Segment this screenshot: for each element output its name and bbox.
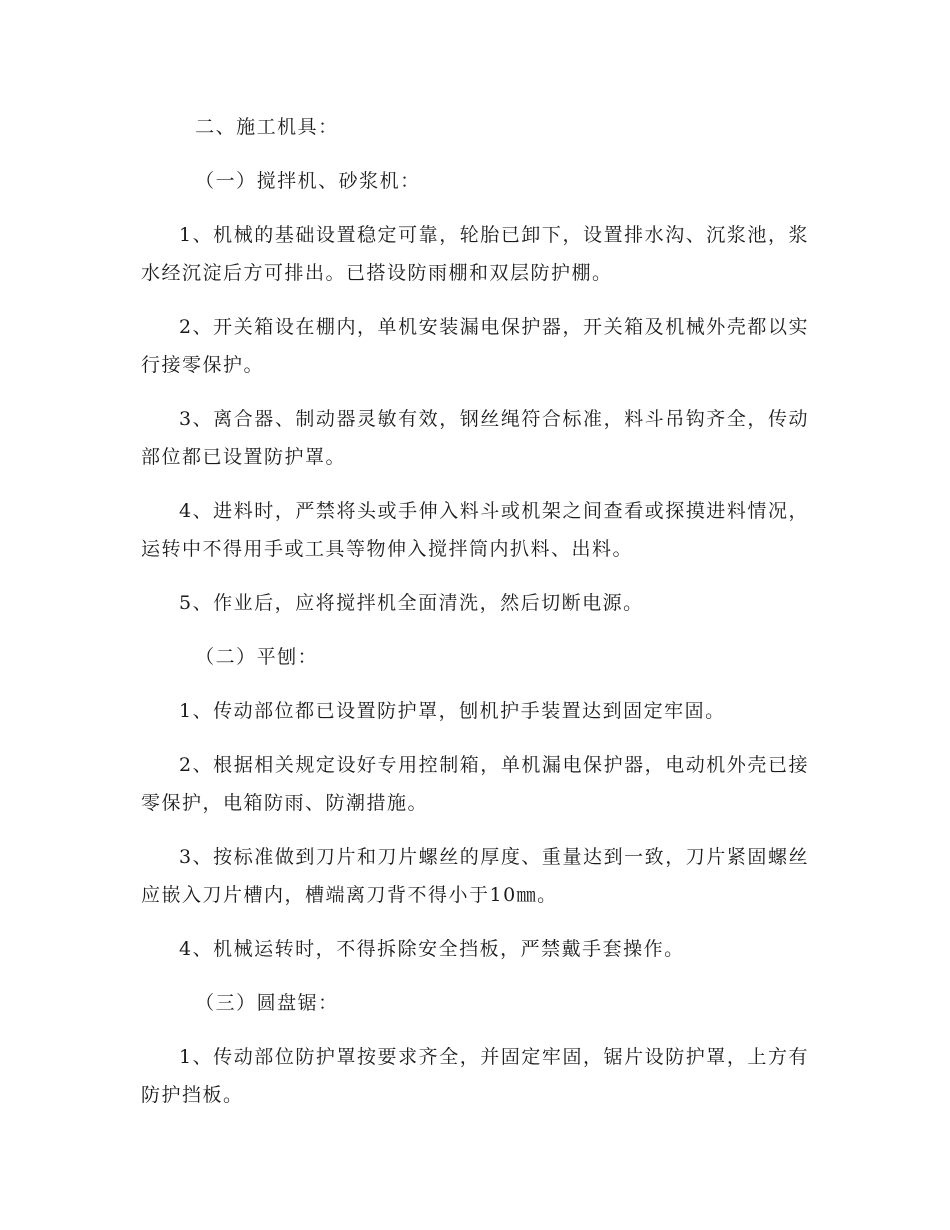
list-item: 1、传动部位防护罩按要求齐全，并固定牢固，锯片设防护罩，上方有防护挡板。 — [141, 1046, 809, 1106]
list-item: 1、机械的基础设置稳定可靠，轮胎已卸下，设置排水沟、沉浆池，浆水经沉淀后方可排出。已搭设防雨棚和双层防护棚。 — [141, 224, 809, 284]
list-item: 4、进料时，严禁将头或手伸入料斗或机架之间查看或探摸进料情况，运转中不得用手或工具等物伸入搅拌筒内扒料、出料。 — [141, 500, 809, 560]
subsection-heading-mixer: （一）搅拌机、砂浆机： — [195, 170, 421, 192]
list-item: 3、离合器、制动器灵敏有效，钢丝绳符合标准，料斗吊钩齐全，传动部位都已设置防护罩。 — [141, 408, 809, 468]
list-item: 5、作业后，应将搅拌机全面清洗，然后切断电源。 — [179, 592, 644, 614]
section-heading: 二、施工机具： — [195, 116, 339, 138]
subsection-heading-circular-saw: （三）圆盘锯： — [195, 992, 339, 1014]
list-item: 1、传动部位都已设置防护罩，刨机护手装置达到固定牢固。 — [179, 700, 726, 722]
list-item: 2、开关箱设在棚内，单机安装漏电保护器，开关箱及机械外壳都以实行接零保护。 — [141, 316, 809, 376]
list-item: 3、按标准做到刀片和刀片螺丝的厚度、重量达到一致，刀片紧固螺丝应嵌入刀片槽内，槽端离刀背不得小于10㎜。 — [141, 846, 809, 906]
list-item: 2、根据相关规定设好专用控制箱，单机漏电保护器，电动机外壳已接零保护，电箱防雨、防潮措施。 — [141, 754, 809, 814]
list-item: 4、机械运转时，不得拆除安全挡板，严禁戴手套操作。 — [179, 938, 685, 960]
subsection-heading-planer: （二）平刨： — [195, 646, 319, 668]
document-body — [141, 108, 809, 1130]
